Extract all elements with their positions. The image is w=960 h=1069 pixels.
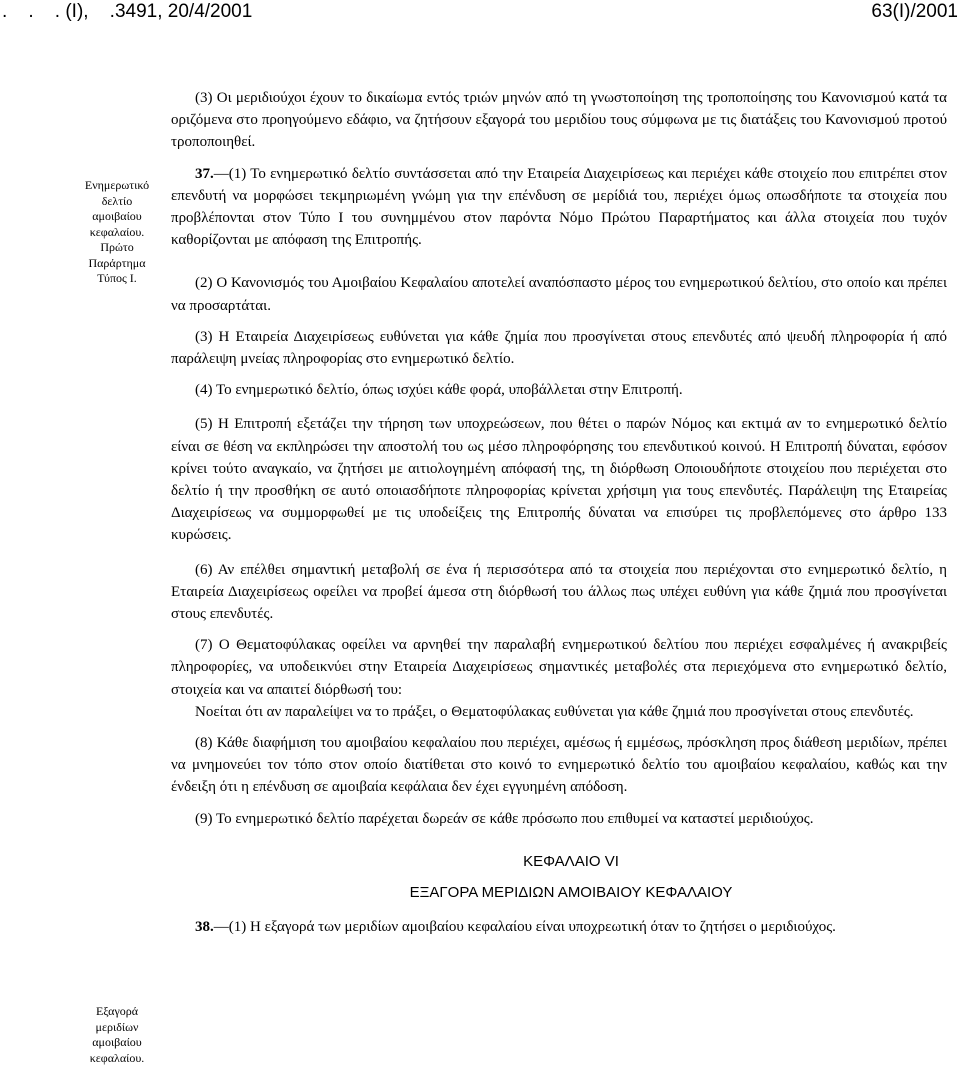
section-38-text: —(1) Η εξαγορά των μεριδίων αμοιβαίου κεφαλαίου είναι υποχρεωτική όταν το ζητήσει ο μεριδιούχος. (213, 919, 836, 936)
section-37-paragraph-7: (7) Ο Θεματοφύλακας οφείλει να αρνηθεί την παραλαβή ενημερωτικού δελτίου που περιέχει εσφαλμένες ή ανακριβείς πληροφορίες, να υποδεικνύει στην Εταιρεία Διαχειρίσεως σημαντικές μεταβολές στα περιεχόμενα στο ενημερωτικό δελτίο, στοιχεία και να απαιτεί διόρθωσή του: (171, 637, 947, 698)
paragraph-intro: (3) Οι μεριδιούχοι έχουν το δικαίωμα εντός τριών μηνών από τη γνωστοποίηση της τροποποίησης του Κανονισμού κατά τα οριζόμενα στο προηγούμενο εδάφιο, να ζητήσουν εξαγορά του μεριδίου τους σύμφωνα με τις διατάξεις του Κανονισμού προτού τροποποιηθεί. (171, 90, 947, 151)
section-37-text: —(1) Το ενημερωτικό δελτίο συντάσσεται από την Εταιρεία Διαχειρίσεως και περιέχει κάθε στοιχείο που επιτρέπει στον επενδυτή να μορφώσει τεκμηριωμένη γνώμη για την επένδυση σε μερίδιά του, περιέχει όμως οπωσδήποτε τα στοιχεία που προβλέπονται στον Τύπο Ι του συνημμένου στον παρόντα Νόμο Πρώτου Παραρτήματος και άλλα στοιχεία που τυχόν καθορίζονται με απόφαση της Επιτροπής. (171, 165, 947, 249)
section-37-paragraph-2: (2) Ο Κανονισμός του Αμοιβαίου Κεφαλαίου αποτελεί αναπόσπαστο μέρος του ενημερωτικού δελτίου, στο οποίο και πρέπει να προσαρτάται. (171, 275, 947, 314)
margin-note-line: Εξαγορά (95, 1004, 139, 1018)
margin-note-line: μεριδίων (95, 1019, 139, 1034)
margin-note-line: κεφαλαίου. (89, 1050, 145, 1065)
section-37-paragraph-4: (4) Το ενημερωτικό δελτίο, όπως ισχύει κάθε φορά, υποβάλλεται στην Επιτροπή. (195, 382, 683, 399)
margin-note-line: Παράρτημα (88, 255, 146, 270)
margin-note-prospectus (77, 178, 157, 287)
margin-note-line: δελτίο (101, 193, 133, 208)
section-38-paragraph-1 (171, 916, 947, 938)
margin-note-line: Πρώτο (100, 240, 134, 254)
chapter-title: ΕΞΑΓΟΡΑ ΜΕΡΙΔΙΩΝ ΑΜΟΙΒΑΙΟΥ ΚΕΦΑΛΑΙΟΥ (409, 884, 733, 902)
document-body (171, 87, 947, 939)
chapter-number: ΚΕΦΑΛΑΙΟ VI (523, 852, 619, 870)
section-37-number: 37. (195, 165, 214, 182)
section-37-paragraph-6: (6) Αν επέλθει σημαντική μεταβολή σε ένα ή περισσότερα από τα στοιχεία που περιέχονται στο ενημερωτικό δελτίο, η Εταιρεία Διαχειρίσεως οφείλει να προβεί άμεσα στη διόρθωσή του άλλως πως υπέχει ευθύνη για κάθε ζημιά που προσγίνεται στους επενδυτές. (171, 561, 947, 623)
margin-note-line: Ενημερωτικό (84, 178, 150, 192)
header-law-number: 63(Ι)/2001 (871, 1, 958, 22)
margin-note-line: αμοιβαίου (92, 1035, 142, 1049)
page-header (0, 0, 960, 30)
margin-note-redemption (77, 1004, 157, 1066)
margin-note-line: κεφαλαίου. (89, 224, 145, 239)
margin-note-line: αμοιβαίου (92, 209, 142, 223)
section-37-paragraph-9: (9) Το ενημερωτικό δελτίο παρέχεται δωρεάν σε κάθε πρόσωπο που επιθυμεί να καταστεί μεριδιούχος. (195, 810, 814, 827)
section-37-proviso: Νοείται ότι αν παραλείψει να το πράξει, ο Θεματοφύλακας ευθύνεται για κάθε ζημιά που προσγίνεται στους επενδυτές. (195, 703, 914, 720)
section-38-number: 38. (195, 919, 214, 936)
header-reference: . . . (Ι), .3491, 20/4/2001 (2, 1, 253, 22)
section-37-paragraph-1 (171, 163, 947, 252)
margin-note-line: Τύπος Ι. (97, 271, 137, 285)
section-37-paragraph-3: (3) Η Εταιρεία Διαχειρίσεως ευθύνεται για κάθε ζημία που προσγίνεται στους επενδυτές από ψευδή πληροφορία ή από παράλειψη μνείας πληροφορίας στο ενημερωτικό δελτίο. (171, 328, 947, 368)
section-37-paragraph-5: (5) Η Επιτροπή εξετάζει την τήρηση των υποχρεώσεων, που θέτει ο παρών Νόμος και εκτιμά αν το ενημερωτικό δελτίο είναι σε θέση να εκπληρώσει την αποστολή του ως μέσο πληροφόρησης του επενδυτικού κοινού. Η Επιτροπή δύναται, εφόσον κρίνει τούτο αναγκαίο, να ζητήσει με αιτιολογημένη απόφασή της, τη διόρθωση Οποιουδήποτε στοιχείου που περιέχεται στο δελτίο ή την προσθήκη σε αυτό οποιασδήποτε πληροφορίας κρίνεται χρήσιμη για τους επενδυτές. Παράλειψη της Εταιρείας Διαχειρίσεως να συμμορφωθεί με τις υποδείξεις της Επιτροπής δύναται να επισύρει τις προβλεπόμενες στο άρθρο 133 κυρώσεις. (171, 416, 947, 544)
section-37-paragraph-8: (8) Κάθε διαφήμιση του αμοιβαίου κεφαλαίου που περιέχει, αμέσως ή εμμέσως, πρόσκληση προς διάθεση μεριδίων, πρέπει να μνημονεύει τον τόπο στον οποίο διατίθεται στο κοινό το ενημερωτικό δελτίο του αμοιβαίου κεφαλαίου, καθώς και την ένδειξη ότι η επένδυση σε αμοιβαία κεφάλαια δεν έχει εγγυημένη απόδοση. (171, 735, 947, 796)
